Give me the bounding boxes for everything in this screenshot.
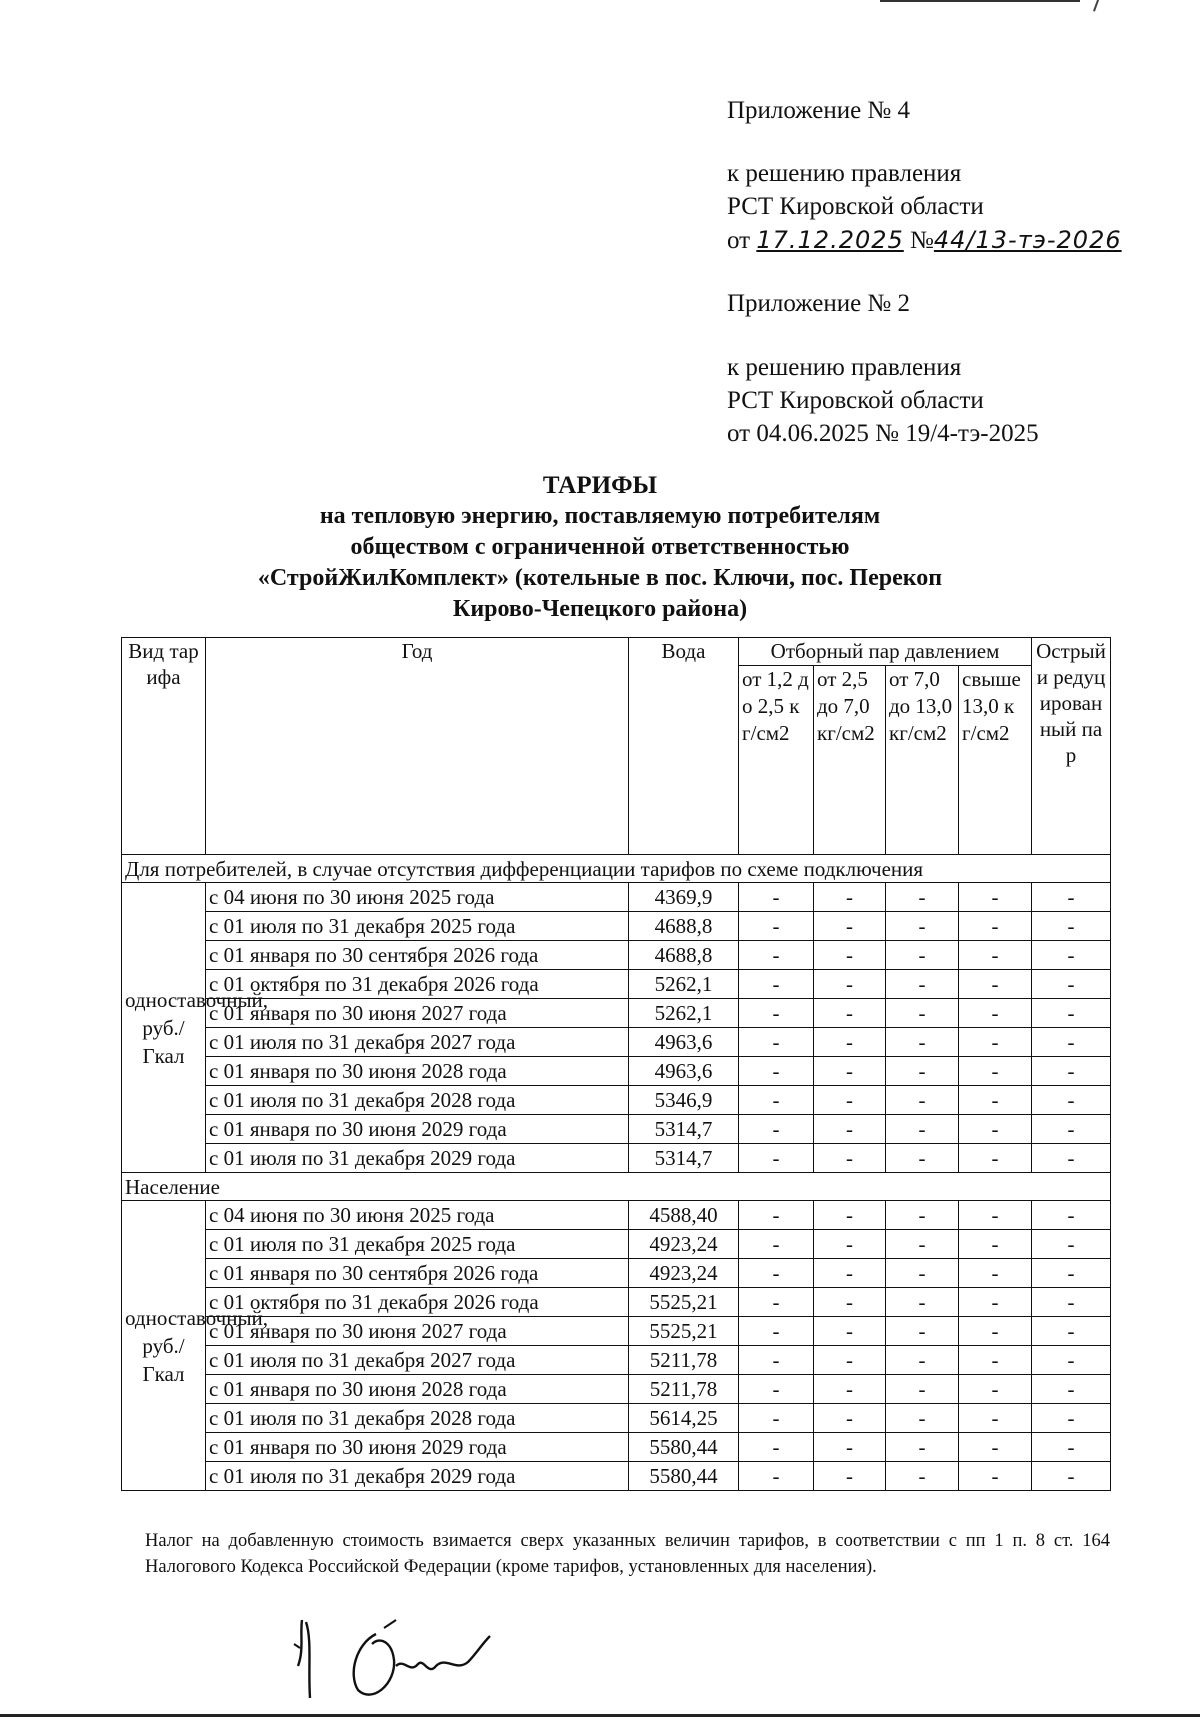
- table-row: [122, 970, 1111, 999]
- empty-tariff-cell: -: [814, 1288, 886, 1317]
- water-tariff-cell: 4963,6: [629, 1057, 739, 1086]
- table-row: [122, 1317, 1111, 1346]
- empty-tariff-cell: -: [814, 1346, 886, 1375]
- table-row: [122, 1086, 1111, 1115]
- appendix4-number-prefix: №: [910, 227, 934, 254]
- empty-tariff-cell: -: [814, 1317, 886, 1346]
- empty-tariff-cell: -: [886, 1462, 959, 1491]
- empty-tariff-cell: -: [959, 1317, 1032, 1346]
- empty-tariff-cell: -: [739, 1259, 814, 1288]
- table-row: [122, 1144, 1111, 1173]
- empty-tariff-cell: -: [959, 1086, 1032, 1115]
- empty-tariff-cell: -: [1032, 1433, 1111, 1462]
- table-row: [122, 883, 1111, 912]
- period-cell: с 01 января по 30 июня 2028 года: [206, 1057, 629, 1086]
- table-row: [122, 941, 1111, 970]
- tariff-kind-cell: одноставочный, руб./Гкал: [122, 883, 206, 1173]
- empty-tariff-cell: -: [1032, 1115, 1111, 1144]
- top-edge-mark: [1084, 0, 1101, 12]
- period-cell: с 01 июля по 31 декабря 2028 года: [206, 1404, 629, 1433]
- appendix2-line1: к решению правления: [727, 354, 962, 381]
- empty-tariff-cell: -: [959, 1404, 1032, 1433]
- section-header-row: [122, 1173, 1111, 1201]
- empty-tariff-cell: -: [886, 1404, 959, 1433]
- header-steam-7-0-to-13-0: от 7,0 до 13,0 кг/см2: [886, 666, 959, 855]
- empty-tariff-cell: -: [814, 912, 886, 941]
- document-title: [0, 470, 1200, 625]
- section-label: Для потребителей, в случае отсутствия дифференциации тарифов по схеме подключения: [122, 855, 1111, 883]
- empty-tariff-cell: -: [959, 1375, 1032, 1404]
- empty-tariff-cell: -: [886, 912, 959, 941]
- water-tariff-cell: 5314,7: [629, 1144, 739, 1173]
- header-sharp-steam: Острый и редуцированный пар: [1032, 638, 1111, 855]
- empty-tariff-cell: -: [959, 1230, 1032, 1259]
- empty-tariff-cell: -: [1032, 999, 1111, 1028]
- table-row: [122, 1230, 1111, 1259]
- empty-tariff-cell: -: [814, 970, 886, 999]
- empty-tariff-cell: -: [1032, 1057, 1111, 1086]
- period-cell: с 04 июня по 30 июня 2025 года: [206, 1201, 629, 1230]
- empty-tariff-cell: -: [1032, 1346, 1111, 1375]
- empty-tariff-cell: -: [959, 1201, 1032, 1230]
- header-tariff-kind: Вид тарифа: [122, 638, 206, 855]
- empty-tariff-cell: -: [886, 1201, 959, 1230]
- empty-tariff-cell: -: [739, 970, 814, 999]
- empty-tariff-cell: -: [739, 912, 814, 941]
- table-row: [122, 912, 1111, 941]
- empty-tariff-cell: -: [739, 1086, 814, 1115]
- empty-tariff-cell: -: [959, 1057, 1032, 1086]
- section-label: Население: [122, 1173, 1111, 1201]
- empty-tariff-cell: -: [1032, 1462, 1111, 1491]
- water-tariff-cell: 5314,7: [629, 1115, 739, 1144]
- empty-tariff-cell: -: [1032, 1028, 1111, 1057]
- appendix4-line1: к решению правления: [727, 160, 962, 187]
- empty-tariff-cell: -: [1032, 1259, 1111, 1288]
- title-line3: «СтройЖилКомплект» (котельные в пос. Ключи, пос. Перекоп: [257, 565, 943, 591]
- period-cell: с 01 января по 30 июня 2027 года: [206, 1317, 629, 1346]
- empty-tariff-cell: -: [739, 1404, 814, 1433]
- empty-tariff-cell: -: [739, 1057, 814, 1086]
- water-tariff-cell: 5211,78: [629, 1375, 739, 1404]
- empty-tariff-cell: -: [814, 1144, 886, 1173]
- appendix2-ref: от 04.06.2025 № 19/4-тэ-2025: [727, 420, 1039, 447]
- signature: [286, 1614, 526, 1704]
- empty-tariff-cell: -: [1032, 1317, 1111, 1346]
- empty-tariff-cell: -: [1032, 1086, 1111, 1115]
- header-steam-1-2-to-2-5: от 1,2 до 2,5 кг/см2: [739, 666, 814, 855]
- empty-tariff-cell: -: [814, 1115, 886, 1144]
- empty-tariff-cell: -: [1032, 883, 1111, 912]
- water-tariff-cell: 5525,21: [629, 1317, 739, 1346]
- empty-tariff-cell: -: [886, 970, 959, 999]
- table-row: [122, 1462, 1111, 1491]
- empty-tariff-cell: -: [1032, 1201, 1111, 1230]
- title-line2: обществом с ограниченной ответственностью: [350, 534, 850, 560]
- empty-tariff-cell: -: [739, 1230, 814, 1259]
- empty-tariff-cell: -: [959, 1346, 1032, 1375]
- period-cell: с 01 июля по 31 декабря 2025 года: [206, 1230, 629, 1259]
- empty-tariff-cell: -: [1032, 1288, 1111, 1317]
- appendix4-date-handwritten: 17.12.2025: [756, 226, 904, 254]
- title-line4: Кирово-Чепецкого района): [452, 596, 748, 622]
- empty-tariff-cell: -: [814, 1375, 886, 1404]
- period-cell: с 01 июля по 31 декабря 2028 года: [206, 1086, 629, 1115]
- empty-tariff-cell: -: [1032, 912, 1111, 941]
- empty-tariff-cell: -: [739, 1375, 814, 1404]
- tariff-table: [121, 637, 1111, 1491]
- water-tariff-cell: 4369,9: [629, 883, 739, 912]
- empty-tariff-cell: -: [1032, 1375, 1111, 1404]
- empty-tariff-cell: -: [1032, 1144, 1111, 1173]
- water-tariff-cell: 4923,24: [629, 1259, 739, 1288]
- appendix2-title: Приложение № 2: [727, 290, 911, 317]
- empty-tariff-cell: -: [739, 1346, 814, 1375]
- period-cell: с 01 июля по 31 декабря 2025 года: [206, 912, 629, 941]
- empty-tariff-cell: -: [886, 941, 959, 970]
- tariff-kind-cell: одноставочный, руб./Гкал: [122, 1201, 206, 1491]
- header-steam-2-5-to-7-0: от 2,5 до 7,0 кг/см2: [814, 666, 886, 855]
- period-cell: с 01 октября по 31 декабря 2026 года: [206, 1288, 629, 1317]
- header-year: Год: [206, 638, 629, 855]
- water-tariff-cell: 5346,9: [629, 1086, 739, 1115]
- header-water: Вода: [629, 638, 739, 855]
- empty-tariff-cell: -: [886, 1317, 959, 1346]
- period-cell: с 04 июня по 30 июня 2025 года: [206, 883, 629, 912]
- period-cell: с 01 января по 30 сентября 2026 года: [206, 1259, 629, 1288]
- water-tariff-cell: 4923,24: [629, 1230, 739, 1259]
- empty-tariff-cell: -: [959, 941, 1032, 970]
- empty-tariff-cell: -: [814, 941, 886, 970]
- empty-tariff-cell: -: [739, 1201, 814, 1230]
- empty-tariff-cell: -: [739, 1288, 814, 1317]
- water-tariff-cell: 5525,21: [629, 1288, 739, 1317]
- empty-tariff-cell: -: [739, 1115, 814, 1144]
- empty-tariff-cell: -: [1032, 1404, 1111, 1433]
- empty-tariff-cell: -: [959, 1028, 1032, 1057]
- period-cell: с 01 июля по 31 декабря 2029 года: [206, 1462, 629, 1491]
- empty-tariff-cell: -: [886, 1057, 959, 1086]
- empty-tariff-cell: -: [959, 1462, 1032, 1491]
- empty-tariff-cell: -: [739, 999, 814, 1028]
- empty-tariff-cell: -: [959, 1288, 1032, 1317]
- empty-tariff-cell: -: [739, 941, 814, 970]
- empty-tariff-cell: -: [959, 883, 1032, 912]
- table-row: [122, 1201, 1111, 1230]
- empty-tariff-cell: -: [886, 1346, 959, 1375]
- empty-tariff-cell: -: [886, 1028, 959, 1057]
- empty-tariff-cell: -: [886, 999, 959, 1028]
- water-tariff-cell: 5211,78: [629, 1346, 739, 1375]
- water-tariff-cell: 4688,8: [629, 912, 739, 941]
- period-cell: с 01 января по 30 июня 2028 года: [206, 1375, 629, 1404]
- title-line1: на тепловую энергию, поставляемую потребителям: [319, 503, 881, 529]
- table-row: [122, 1288, 1111, 1317]
- table-row: [122, 1057, 1111, 1086]
- table-row: [122, 999, 1111, 1028]
- empty-tariff-cell: -: [886, 1288, 959, 1317]
- title-main: ТАРИФЫ: [542, 472, 658, 499]
- empty-tariff-cell: -: [739, 1462, 814, 1491]
- empty-tariff-cell: -: [959, 1433, 1032, 1462]
- appendix4-number-handwritten: 44/13-тэ-2026: [933, 226, 1122, 254]
- tariff-table-body: [122, 855, 1111, 1491]
- empty-tariff-cell: -: [1032, 1230, 1111, 1259]
- header-steam: Отборный пар давлением: [739, 638, 1032, 666]
- header-steam-over-13-0: свыше 13,0 кг/см2: [959, 666, 1032, 855]
- empty-tariff-cell: -: [886, 1375, 959, 1404]
- empty-tariff-cell: -: [959, 970, 1032, 999]
- table-row: [122, 1259, 1111, 1288]
- empty-tariff-cell: -: [886, 1086, 959, 1115]
- water-tariff-cell: 4588,40: [629, 1201, 739, 1230]
- empty-tariff-cell: -: [814, 1230, 886, 1259]
- empty-tariff-cell: -: [886, 1115, 959, 1144]
- period-cell: с 01 января по 30 сентября 2026 года: [206, 941, 629, 970]
- empty-tariff-cell: -: [814, 1028, 886, 1057]
- empty-tariff-cell: -: [814, 1201, 886, 1230]
- table-row: [122, 1375, 1111, 1404]
- period-cell: с 01 июля по 31 декабря 2027 года: [206, 1028, 629, 1057]
- empty-tariff-cell: -: [814, 1057, 886, 1086]
- period-cell: с 01 января по 30 июня 2029 года: [206, 1433, 629, 1462]
- period-cell: с 01 июля по 31 декабря 2027 года: [206, 1346, 629, 1375]
- appendix4-line2: РСТ Кировской области: [727, 193, 984, 220]
- water-tariff-cell: 4963,6: [629, 1028, 739, 1057]
- period-cell: с 01 октября по 31 декабря 2026 года: [206, 970, 629, 999]
- water-tariff-cell: 5580,44: [629, 1462, 739, 1491]
- empty-tariff-cell: -: [814, 1433, 886, 1462]
- top-edge-line: [880, 0, 1080, 6]
- empty-tariff-cell: -: [739, 1028, 814, 1057]
- period-cell: с 01 января по 30 июня 2029 года: [206, 1115, 629, 1144]
- empty-tariff-cell: -: [814, 999, 886, 1028]
- empty-tariff-cell: -: [959, 912, 1032, 941]
- empty-tariff-cell: -: [959, 1115, 1032, 1144]
- empty-tariff-cell: -: [739, 883, 814, 912]
- empty-tariff-cell: -: [886, 1230, 959, 1259]
- empty-tariff-cell: -: [814, 1086, 886, 1115]
- appendix2-line2: РСТ Кировской области: [727, 387, 984, 414]
- empty-tariff-cell: -: [1032, 970, 1111, 999]
- empty-tariff-cell: -: [814, 1404, 886, 1433]
- table-row: [122, 1115, 1111, 1144]
- empty-tariff-cell: -: [739, 1433, 814, 1462]
- appendix4-date-prefix: от: [727, 227, 751, 254]
- water-tariff-cell: 5580,44: [629, 1433, 739, 1462]
- empty-tariff-cell: -: [814, 1462, 886, 1491]
- table-row: [122, 1028, 1111, 1057]
- section-header-row: [122, 855, 1111, 883]
- water-tariff-cell: 4688,8: [629, 941, 739, 970]
- empty-tariff-cell: -: [886, 1433, 959, 1462]
- empty-tariff-cell: -: [814, 883, 886, 912]
- empty-tariff-cell: -: [959, 1259, 1032, 1288]
- empty-tariff-cell: -: [959, 999, 1032, 1028]
- table-row: [122, 1433, 1111, 1462]
- bottom-edge-line: [0, 1714, 1200, 1717]
- table-row: [122, 1346, 1111, 1375]
- empty-tariff-cell: -: [1032, 941, 1111, 970]
- empty-tariff-cell: -: [814, 1259, 886, 1288]
- empty-tariff-cell: -: [886, 1144, 959, 1173]
- empty-tariff-cell: -: [886, 883, 959, 912]
- empty-tariff-cell: -: [739, 1317, 814, 1346]
- empty-tariff-cell: -: [886, 1259, 959, 1288]
- water-tariff-cell: 5262,1: [629, 999, 739, 1028]
- table-row: [122, 1404, 1111, 1433]
- empty-tariff-cell: -: [959, 1144, 1032, 1173]
- appendix4-title: Приложение № 4: [727, 97, 911, 124]
- period-cell: с 01 июля по 31 декабря 2029 года: [206, 1144, 629, 1173]
- water-tariff-cell: 5262,1: [629, 970, 739, 999]
- empty-tariff-cell: -: [739, 1144, 814, 1173]
- water-tariff-cell: 5614,25: [629, 1404, 739, 1433]
- vat-note: Налог на добавленную стоимость взимается сверх указанных величин тарифов, в соответствии с пп 1 п. 8 ст. 164 Налогового Кодекса Российской Федерации (кроме тарифов, установленных для населения).: [145, 1531, 1110, 1577]
- appendix4-date-line: [727, 224, 1122, 257]
- period-cell: с 01 января по 30 июня 2027 года: [206, 999, 629, 1028]
